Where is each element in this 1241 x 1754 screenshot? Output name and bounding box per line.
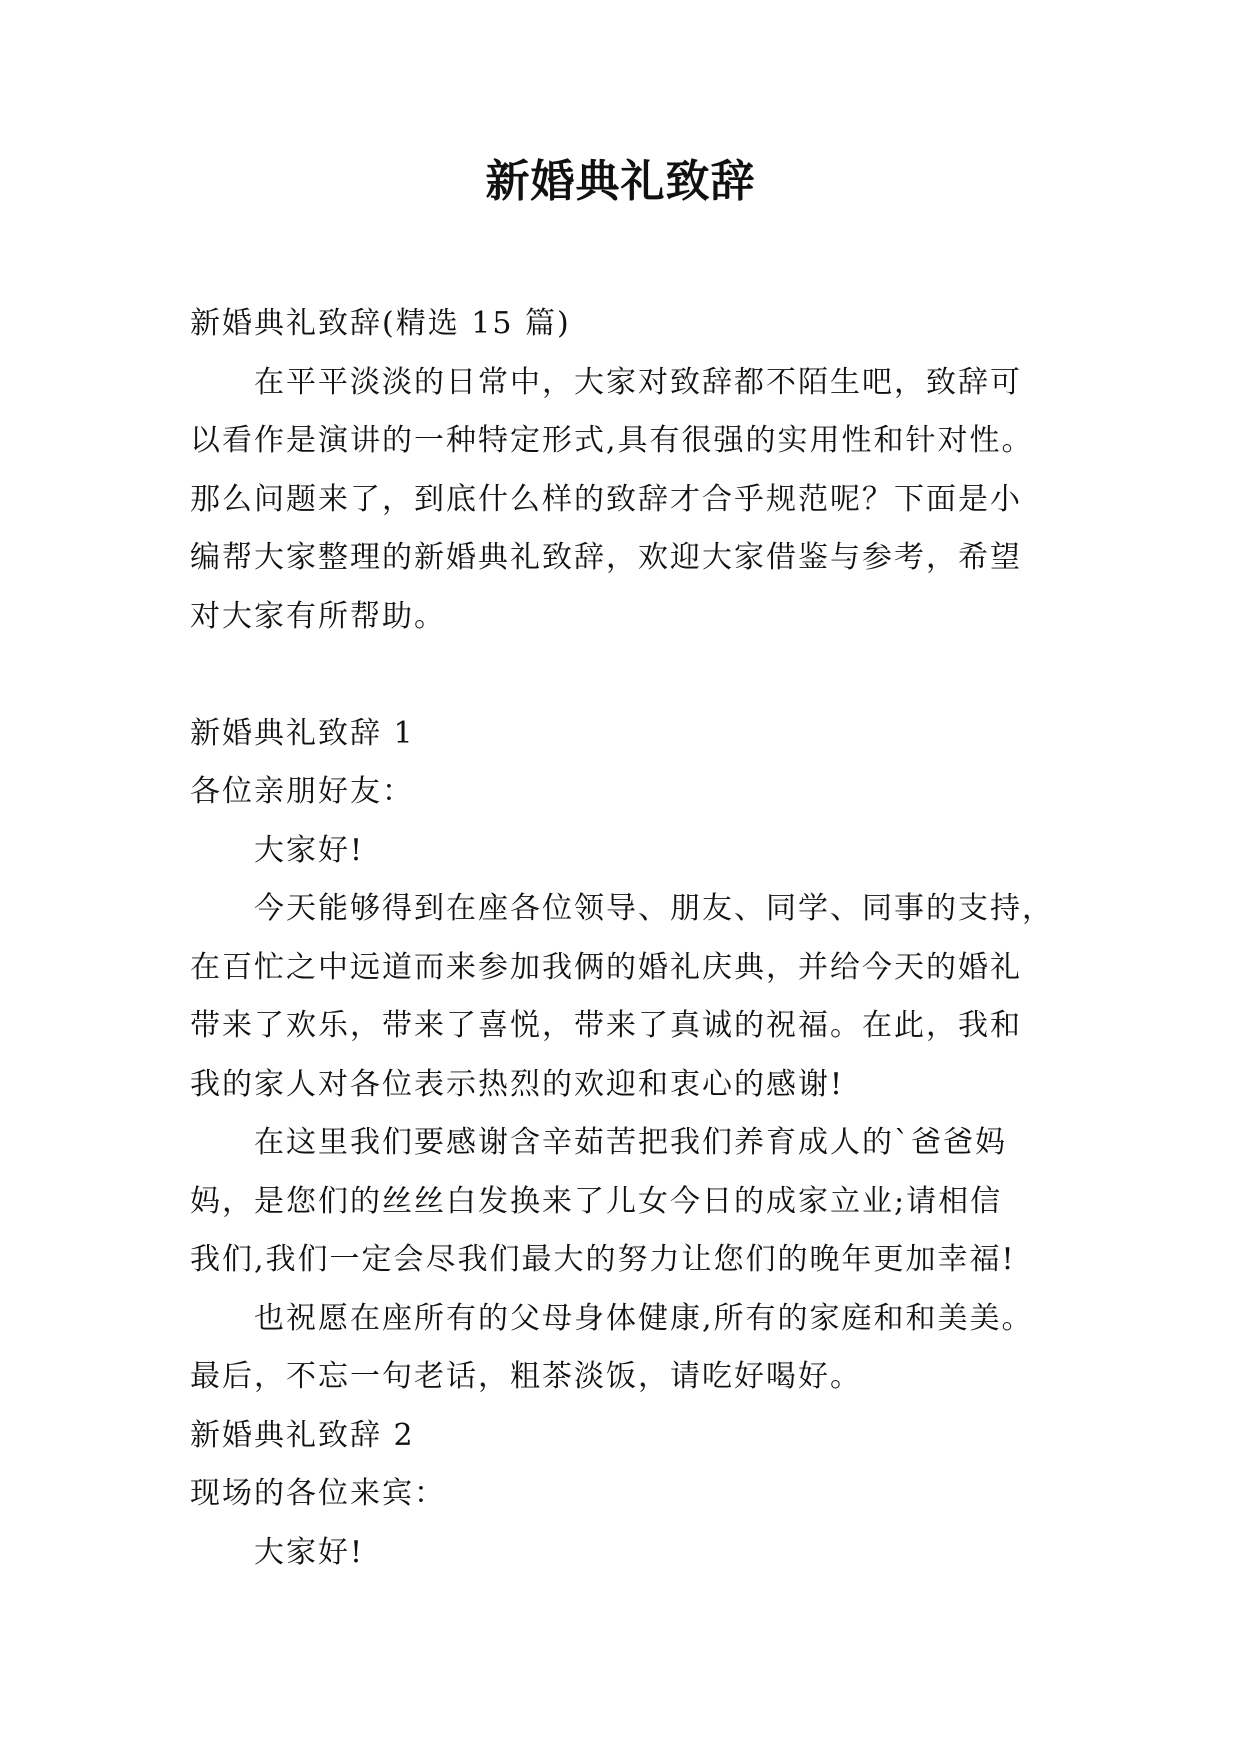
paragraph-line: 带来了欢乐，带来了喜悦，带来了真诚的祝福。在此，我和	[190, 1008, 1022, 1043]
intro-line: 在平平淡淡的日常中，大家对致辞都不陌生吧，致辞可	[254, 364, 1022, 400]
document-body	[190, 295, 1060, 1582]
speech-paragraph	[190, 1114, 1060, 1290]
greeting: 大家好!	[254, 1534, 365, 1570]
paragraph-line: 在百忙之中远道而来参加我俩的婚礼庆典，并给今天的婚礼	[190, 949, 1022, 985]
intro-line: 对大家有所帮助。	[190, 598, 446, 634]
document-title: 新婚典礼致辞	[485, 156, 756, 207]
salutation: 现场的各位来宾：	[190, 1476, 446, 1511]
paragraph-line: 妈，是您们的丝丝白发换来了儿女今日的成家立业;请相信	[190, 1183, 1003, 1219]
intro-line: 以看作是演讲的一种特定形式,具有很强的实用性和针对性。	[190, 423, 1034, 458]
paragraph-line: 在这里我们要感谢含辛茹苦把我们养育成人的`爸爸妈	[254, 1125, 1007, 1160]
speech-paragraph	[190, 1290, 1060, 1407]
paragraph-spacer	[190, 646, 1060, 705]
greeting: 大家好!	[254, 832, 365, 868]
paragraph-line: 我们,我们一定会尽我们最大的努力让您们的晚年更加幸福!	[190, 1242, 1016, 1277]
paragraph-line: 我的家人对各位表示热烈的欢迎和衷心的感谢!	[190, 1066, 845, 1102]
intro-paragraph	[190, 354, 1060, 647]
document-subtitle: 新婚典礼致辞(精选 15 篇)	[190, 306, 571, 341]
paragraph-line: 今天能够得到在座各位领导、朋友、同学、同事的支持，	[254, 891, 1054, 926]
section-heading: 新婚典礼致辞 1	[190, 715, 415, 751]
intro-line: 那么问题来了，到底什么样的致辞才合乎规范呢？下面是小	[190, 481, 1022, 517]
paragraph-line: 也祝愿在座所有的父母身体健康,所有的家庭和和美美。	[254, 1300, 1034, 1336]
section-heading: 新婚典礼致辞 2	[190, 1417, 415, 1453]
speech-paragraph	[190, 880, 1060, 1114]
salutation: 各位亲朋好友：	[190, 774, 414, 809]
paragraph-line: 最后，不忘一句老话，粗茶淡饭，请吃好喝好。	[190, 1359, 862, 1394]
intro-line: 编帮大家整理的新婚典礼致辞，欢迎大家借鉴与参考，希望	[190, 540, 1022, 575]
